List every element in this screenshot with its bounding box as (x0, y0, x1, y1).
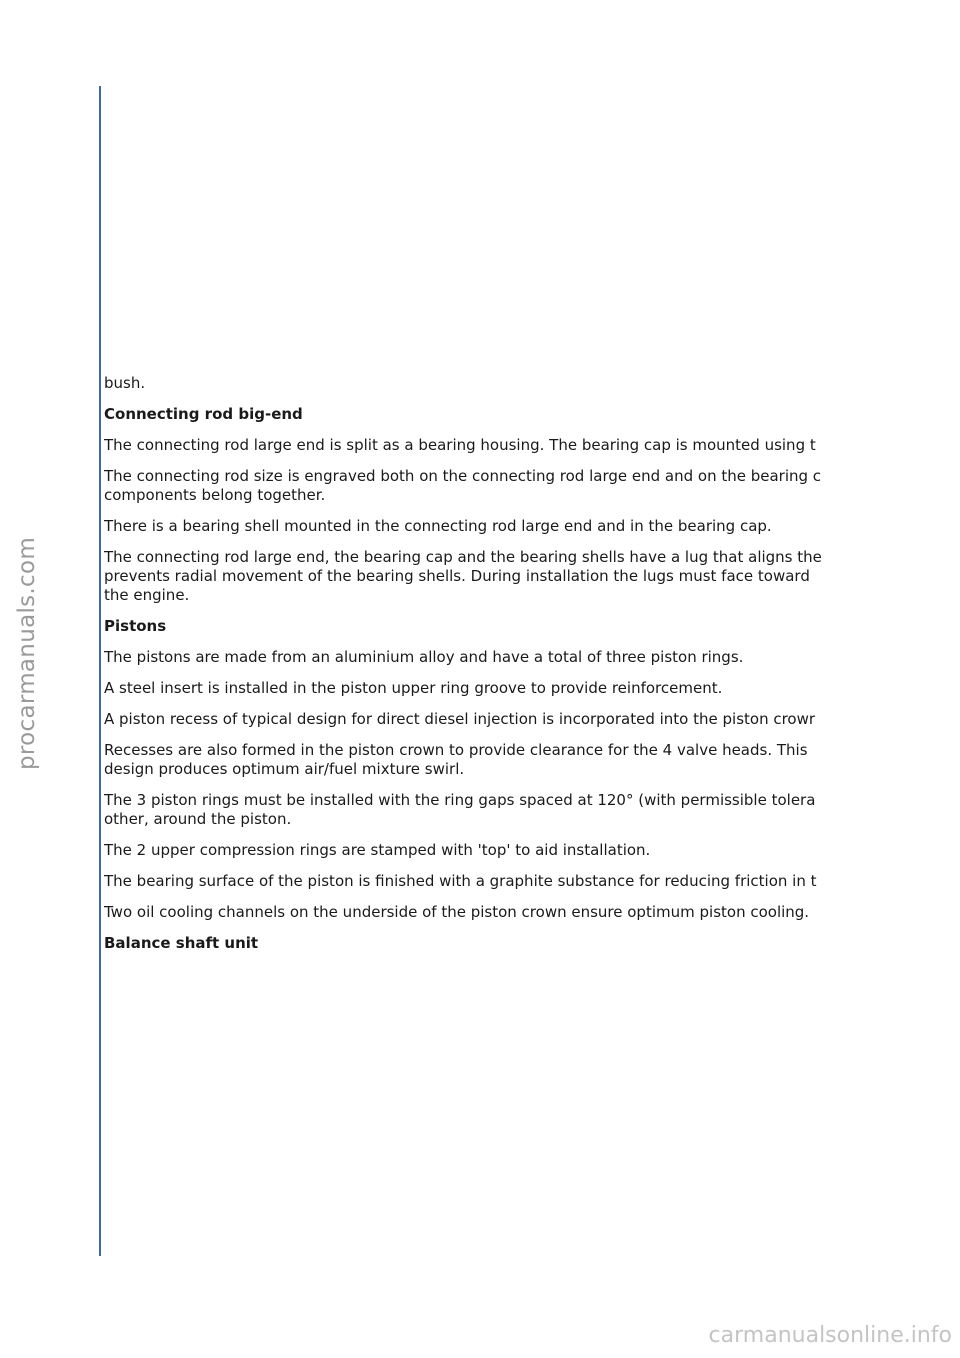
text-line: components belong together. (104, 486, 326, 504)
section-heading (104, 934, 874, 953)
body-paragraph (104, 872, 874, 891)
side-watermark: procarmanuals.com (14, 536, 40, 770)
text-line: Recesses are also formed in the piston crown to provide clearance for the 4 valve heads. This (104, 741, 808, 759)
body-paragraph (104, 679, 874, 698)
body-paragraph (104, 710, 874, 729)
body-paragraph (104, 841, 874, 860)
text-line: The connecting rod large end, the bearing cap and the bearing shells have a lug that aligns the (104, 548, 822, 566)
text-line: prevents radial movement of the bearing shells. During installation the lugs must face toward (104, 567, 810, 585)
text-line: design produces optimum air/fuel mixture swirl. (104, 760, 465, 778)
text-line: Connecting rod big-end (104, 405, 303, 423)
text-line: Two oil cooling channels on the underside of the piston crown ensure optimum piston cooling. (104, 903, 810, 921)
text-line: other, around the piston. (104, 810, 292, 828)
text-line: The 3 piston rings must be installed with the ring gaps spaced at 120° (with permissible tolera (104, 791, 816, 809)
text-line: Pistons (104, 617, 167, 635)
margin-rule (99, 86, 101, 1256)
text-line: The pistons are made from an aluminium alloy and have a total of three piston rings. (104, 648, 744, 666)
text-line: Balance shaft unit (104, 934, 259, 952)
text-line: A piston recess of typical design for direct diesel injection is incorporated into the piston crowr (104, 710, 816, 728)
body-paragraph (104, 648, 874, 667)
body-paragraph (104, 467, 874, 505)
body-paragraph (104, 374, 874, 393)
text-line: A steel insert is installed in the piston upper ring groove to provide reinforcement. (104, 679, 723, 697)
section-heading (104, 405, 874, 424)
text-line: bush. (104, 374, 146, 392)
body-paragraph (104, 548, 874, 605)
document-body (104, 374, 874, 965)
text-line: The bearing surface of the piston is finished with a graphite substance for reducing friction in t (104, 872, 817, 890)
bottom-watermark: carmanualsonline.info (708, 1323, 952, 1348)
text-line: the engine. (104, 586, 190, 604)
body-paragraph (104, 517, 874, 536)
section-heading (104, 617, 874, 636)
body-paragraph (104, 903, 874, 922)
text-line: The 2 upper compression rings are stamped with 'top' to aid installation. (104, 841, 651, 859)
body-paragraph (104, 436, 874, 455)
body-paragraph (104, 741, 874, 779)
text-line: The connecting rod size is engraved both on the connecting rod large end and on the bearing c (104, 467, 822, 485)
text-line: There is a bearing shell mounted in the connecting rod large end and in the bearing cap. (104, 517, 772, 535)
text-line: The connecting rod large end is split as a bearing housing. The bearing cap is mounted using t (104, 436, 816, 454)
body-paragraph (104, 791, 874, 829)
